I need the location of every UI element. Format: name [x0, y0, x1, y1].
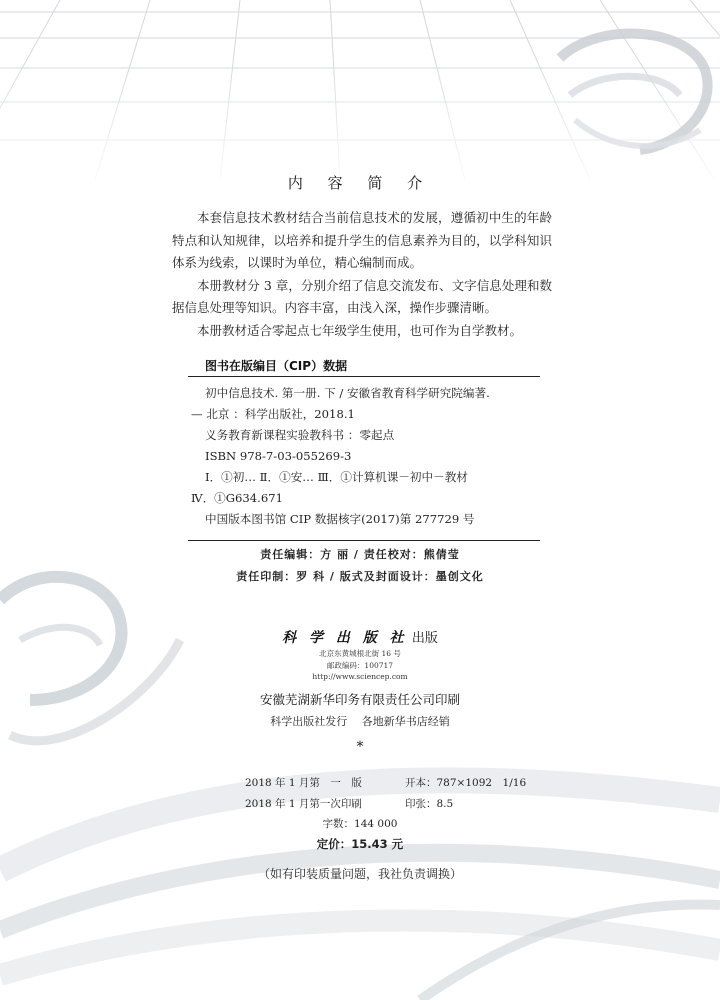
- publisher-line: [0, 627, 720, 647]
- printing-info: 2018 年 1 月第一次印刷: [245, 798, 362, 810]
- cip-data-block: [191, 383, 545, 530]
- cip-line: Ⅳ．①G634.671: [191, 491, 283, 505]
- edition-info: 2018 年 1 月第 一 版: [245, 777, 362, 789]
- cip-line: 中国版本图书馆 CIP 数据核字(2017)第 277729 号: [205, 512, 475, 526]
- summary-paragraph: 本套信息技术教材结合当前信息技术的发展，遵循初中生的年龄特点和认知规律，以培养和提升学生的信息素养为目的，以学科知识体系为线索，以课时为单位，精心编制而成。: [172, 210, 552, 270]
- sheets-info: 印张：8.5: [405, 798, 454, 810]
- publisher-suffix: 出版: [411, 631, 438, 646]
- publisher-postcode: 邮政编码：100717: [326, 661, 394, 670]
- printer-line: 安徽芜湖新华印务有限责任公司印刷: [259, 692, 460, 707]
- summary-paragraph: 本册教材分 3 章，分别介绍了信息交流发布、文字信息处理和数据信息处理等知识。内容丰富，由浅入深，操作步骤清晰。: [172, 277, 552, 315]
- publisher-logo-text: 科 学 出 版 社: [282, 630, 408, 646]
- separator-star: *: [356, 739, 364, 755]
- format-info: 开本：787×1092 1/16: [405, 777, 527, 789]
- price-row: [0, 836, 720, 852]
- page-title: 内 容 简 介: [287, 174, 433, 192]
- editor-credits: 责任编辑：方 丽 / 责任校对：熊倩莹: [260, 548, 460, 561]
- cip-heading: 图书在版编目（CIP）数据: [205, 359, 348, 373]
- word-count: 字数：144 000: [322, 818, 398, 830]
- cip-line: ISBN 978-7-03-055269-3: [205, 449, 352, 463]
- cip-line: 初中信息技术. 第一册. 下 / 安徽省教育科学研究院编著.: [205, 386, 490, 400]
- cip-line: — 北京 ：科学出版社，2018.1: [191, 407, 355, 421]
- cip-line: 义务教育新课程实验教科书 ：零起点: [205, 428, 395, 442]
- cip-line: Ⅰ．①初… Ⅱ．①安… Ⅲ．①计算机课－初中－教材: [205, 470, 468, 484]
- price: 定价：15.43 元: [316, 837, 404, 851]
- summary-paragraph: 本册教材适合零起点七年级学生使用，也可作为自学教材。: [197, 322, 523, 338]
- distribution-line: 科学出版社发行 各地新华书店经销: [270, 715, 450, 728]
- publisher-url: http://www.sciencep.com: [312, 672, 408, 681]
- quality-note: （如有印装质量问题，我社负责调换）: [257, 867, 462, 881]
- book-summary: [172, 207, 552, 342]
- production-credits: 责任印制：罗 科 / 版式及封面设计：墨创文化: [236, 570, 484, 583]
- cip-bottom-rule: [188, 540, 540, 541]
- publisher-address: 北京东黄城根北街 16 号: [319, 649, 401, 658]
- cip-top-rule: [188, 376, 540, 377]
